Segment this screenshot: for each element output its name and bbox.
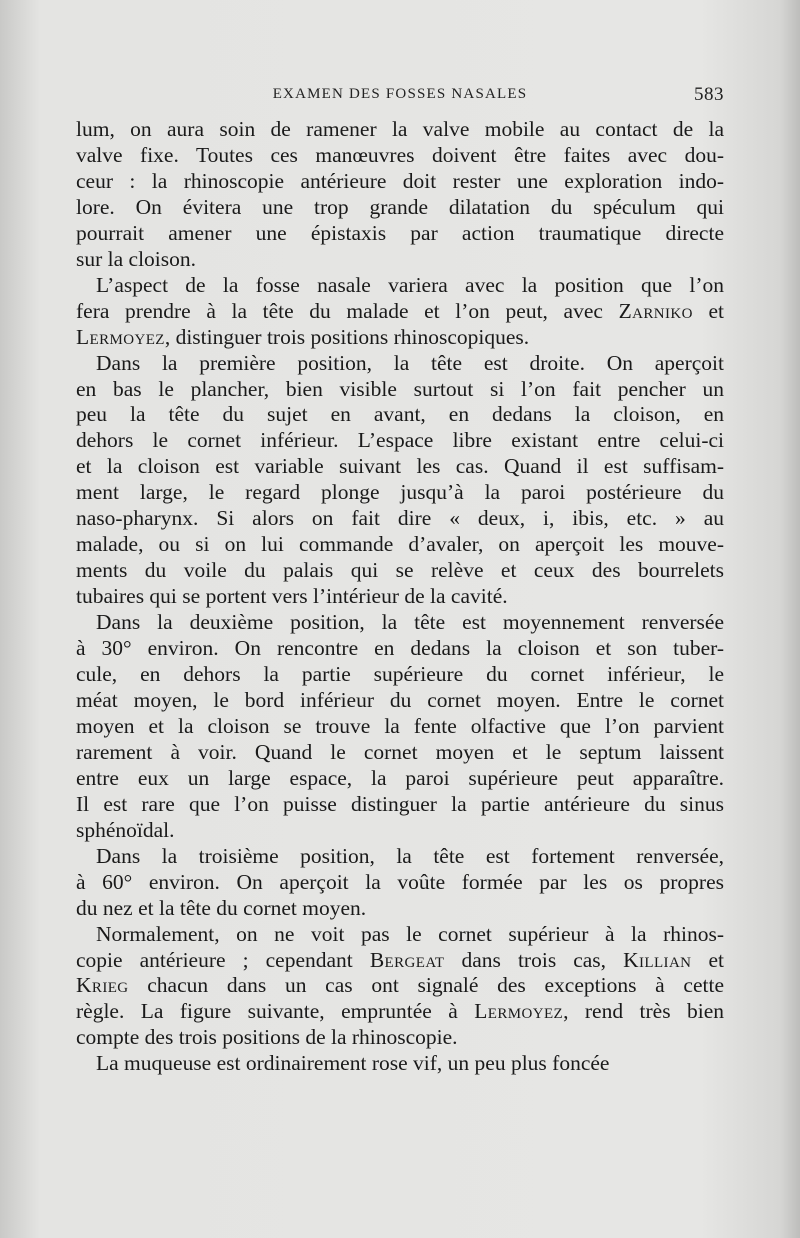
paragraph-3 bbox=[76, 351, 724, 611]
text-line bbox=[76, 973, 724, 999]
text-line: rarement à voir. Quand le cornet moyen et le septum laissent bbox=[76, 739, 724, 764]
text-line: à 30° environ. On rencontre en dedans la cloison et son tuber- bbox=[76, 636, 724, 661]
author-name: Killian bbox=[623, 947, 692, 972]
page-number: 583 bbox=[694, 84, 724, 105]
text-line bbox=[76, 325, 724, 351]
text-line: moyen et la cloison se trouve la fente olfactive que l’on parvient bbox=[76, 713, 724, 738]
text-segment: et bbox=[692, 298, 724, 323]
text-line: malade, ou si on lui commande d’avaler, on aperçoit les mouve- bbox=[76, 532, 724, 557]
paragraph-4 bbox=[76, 610, 724, 844]
text-segment: fera prendre à la tête du malade et l’on peut, avec bbox=[76, 298, 603, 323]
text-line: ceur : la rhinoscopie antérieure doit rester une exploration indo- bbox=[76, 168, 724, 193]
text-line: pourrait amener une épistaxis par action traumatique directe bbox=[76, 220, 724, 245]
text-segment: règle. La figure suivante, empruntée à bbox=[76, 999, 458, 1024]
text-line bbox=[76, 948, 724, 974]
paragraph-7 bbox=[76, 1051, 724, 1077]
paragraph-5 bbox=[76, 844, 724, 922]
text-line: à 60° environ. On aperçoit la voûte formée par les os propres bbox=[76, 869, 724, 894]
text-line: La muqueuse est ordinairement rose vif, un peu plus foncée bbox=[96, 1051, 610, 1076]
text-line: lum, on aura soin de ramener la valve mobile au contact de la bbox=[76, 117, 724, 141]
text-line: sur la cloison. bbox=[76, 246, 197, 271]
text-line bbox=[76, 299, 724, 325]
text-segment: et bbox=[708, 947, 724, 972]
text-segment: dans trois cas, bbox=[461, 947, 607, 972]
paragraph-6 bbox=[76, 922, 724, 1052]
text-line: entre eux un large espace, la paroi supérieure peut apparaître. bbox=[76, 765, 724, 790]
page-header bbox=[76, 84, 724, 108]
text-segment: chacun dans un cas ont signalé des exceptions à cette bbox=[147, 973, 724, 998]
text-line: naso-pharynx. Si alors on fait dire « deux, i, ibis, etc. » au bbox=[76, 506, 724, 531]
text-line: méat moyen, le bord inférieur du cornet moyen. Entre le cornet bbox=[76, 687, 724, 712]
text-line: lore. On évitera une trop grande dilatation du spéculum qui bbox=[76, 194, 724, 219]
running-title: EXAMEN DES FOSSES NASALES bbox=[272, 86, 528, 102]
author-name: Lermoyez bbox=[474, 999, 564, 1024]
paragraph-1 bbox=[76, 117, 724, 273]
author-name: Krieg bbox=[76, 973, 129, 998]
author-name: Bergeat bbox=[369, 947, 445, 972]
text-line: ments du voile du palais qui se relève et ceux des bourrelets bbox=[76, 558, 724, 583]
body-text bbox=[76, 117, 724, 1077]
text-segment: , rend très bien bbox=[563, 999, 725, 1024]
text-line: Normalement, on ne voit pas le cornet supérieur à la rhinos- bbox=[96, 921, 724, 946]
text-line: du nez et la tête du cornet moyen. bbox=[76, 895, 367, 920]
text-line: ment large, le regard plonge jusqu’à la paroi postérieure du bbox=[76, 480, 724, 505]
text-line: Il est rare que l’on puisse distinguer la partie antérieure du sinus bbox=[76, 791, 724, 816]
author-name: Zarniko bbox=[618, 298, 693, 323]
author-name: Lermoyez bbox=[76, 324, 165, 349]
text-line: Dans la deuxième position, la tête est moyennement renversée bbox=[96, 610, 724, 635]
text-line: cule, en dehors la partie supérieure du cornet inférieur, le bbox=[76, 662, 724, 687]
text-line: Dans la première position, la tête est droite. On aperçoit bbox=[96, 350, 724, 375]
text-line: Dans la troisième position, la tête est fortement renversée, bbox=[96, 843, 724, 868]
text-line: et la cloison est variable suivant les cas. Quand il est suffisam- bbox=[76, 454, 724, 479]
text-line bbox=[76, 999, 724, 1025]
text-line: en bas le plancher, bien visible surtout si l’on fait pencher un bbox=[76, 376, 724, 401]
text-segment: copie antérieure ; cependant bbox=[76, 947, 353, 972]
paragraph-2 bbox=[76, 273, 724, 351]
text-line: peu la tête du sujet en avant, en dedans la cloison, en bbox=[76, 402, 724, 427]
text-line: valve fixe. Toutes ces manœuvres doivent être faites avec dou- bbox=[76, 142, 724, 167]
text-line: sphénoïdal. bbox=[76, 817, 175, 842]
text-line: tubaires qui se portent vers l’intérieur de la cavité. bbox=[76, 584, 508, 609]
text-line: compte des trois positions de la rhinoscopie. bbox=[76, 1025, 458, 1050]
text-segment: , distinguer trois positions rhinoscopiques. bbox=[164, 324, 530, 349]
text-line: dehors le cornet inférieur. L’espace libre existant entre celui-ci bbox=[76, 428, 724, 453]
text-line: L’aspect de la fosse nasale variera avec la position que l’on bbox=[96, 272, 724, 297]
